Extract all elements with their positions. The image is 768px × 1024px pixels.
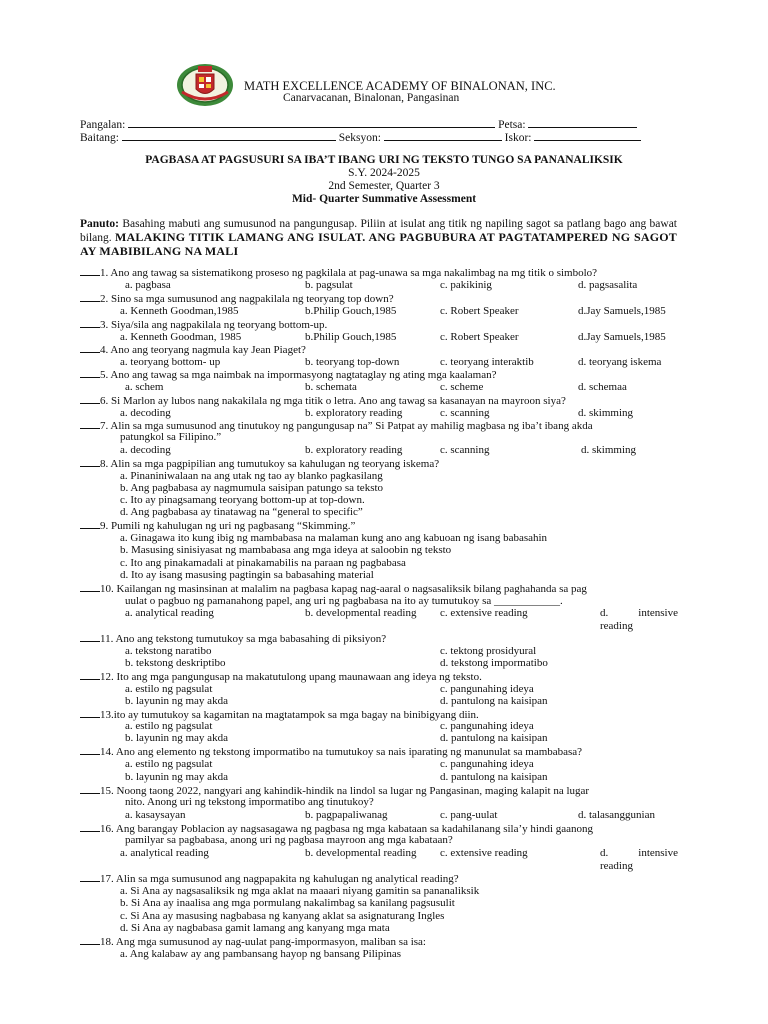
option: b. Ang pagbabasa ay nagmumula saisipan patungo sa teksto: [120, 482, 384, 494]
option: a. schem: [125, 381, 164, 393]
question-11: [80, 632, 680, 646]
answer-blank[interactable]: [80, 419, 100, 429]
option: d.Jay Samuels,1985: [578, 331, 666, 343]
option: b. pagpapaliwanag: [305, 809, 388, 821]
option: a. analytical reading: [120, 847, 209, 859]
option: b. Si Ana ay inaalisa ang mga pormulang nakalimbag sa kanilang pagsusulit: [120, 897, 455, 909]
option: d. pantulong na kaisipan: [440, 695, 548, 707]
option: c. pangunahing ideya: [440, 758, 534, 770]
option: c. scanning: [440, 444, 490, 456]
option: [600, 607, 678, 632]
option: a. estilo ng pagsulat: [125, 720, 213, 732]
question-2: [80, 292, 680, 306]
option: d. schemaa: [578, 381, 627, 393]
baitang-line[interactable]: [122, 130, 336, 141]
option: d. Ito ay isang masusing pagtingin sa babasahing material: [120, 569, 374, 581]
question-18: [80, 935, 680, 949]
question-text: 1. Ano ang tawag sa sistematikong proseso ng pagkilala at pag-unawa sa mga nakalimbag na mg titik o simbolo?: [100, 267, 598, 279]
option: d. Si Ana ay nagbabasa gamit lamang ang kanyang mga mata: [120, 922, 390, 934]
option: c. pakikinig: [440, 279, 492, 291]
option: c. pang-uulat: [440, 809, 498, 821]
option: c. Robert Speaker: [440, 331, 519, 343]
iskor-label: Iskor:: [504, 132, 532, 144]
option: d. pagsasalita: [578, 279, 638, 291]
pangalan-line[interactable]: [128, 117, 495, 128]
question-text: 3. Siya/sila ang nagpakilala ng teoryang bottom-up.: [100, 319, 328, 331]
question-text: 11. Ano ang tekstong tumutukoy sa mga babasahing di piksiyon?: [100, 633, 387, 645]
option: d. pantulong na kaisipan: [440, 771, 548, 783]
question-12: [80, 670, 680, 684]
answer-blank[interactable]: [80, 872, 100, 882]
seksyon-label: Seksyon:: [338, 132, 381, 144]
school-name: MATH EXCELLENCE ACADEMY OF BINALONAN, INC.: [244, 79, 556, 93]
option: a. teoryang bottom- up: [120, 356, 221, 368]
semester: 2nd Semester, Quarter 3: [328, 180, 440, 192]
instructions: [80, 218, 677, 258]
option: a. decoding: [120, 407, 171, 419]
option: [600, 847, 678, 872]
option: c. Robert Speaker: [440, 305, 519, 317]
option: b. teoryang top-down: [305, 356, 400, 368]
option: d. teoryang iskema: [578, 356, 662, 368]
question-6: [80, 394, 680, 408]
question-text: 18. Ang mga sumusunod ay nag-uulat pang-impormasyon, maliban sa isa:: [100, 936, 426, 948]
option: d. pantulong na kaisipan: [440, 732, 548, 744]
question-text: 9. Pumili ng kahulugan ng uri ng pagbasang “Skimming.”: [100, 520, 356, 532]
answer-blank[interactable]: [80, 292, 100, 302]
answer-blank[interactable]: [80, 457, 100, 467]
option: b. layunin ng may akda: [125, 732, 228, 744]
option: a. analytical reading: [125, 607, 214, 619]
option: a. Kenneth Goodman, 1985: [120, 331, 242, 343]
option: d. Ang pagbabasa ay tinatawag na “general to specific”: [120, 506, 363, 518]
answer-blank[interactable]: [80, 582, 100, 592]
school-year: S.Y. 2024-2025: [348, 167, 420, 179]
option: d. skimming: [578, 407, 634, 419]
question-3: [80, 318, 680, 332]
petsa-line[interactable]: [528, 117, 637, 128]
question-text: 13.ito ay tumutukoy sa kagamitan na magtatampok sa mga bagay na binibigyang diin.: [100, 709, 479, 721]
iskor-line[interactable]: [534, 130, 641, 141]
question-text-continued: nito. Anong uri ng tekstong impormatibo ang tinutukoy?: [125, 796, 374, 808]
answer-blank[interactable]: [80, 266, 100, 276]
answer-blank[interactable]: [80, 670, 100, 680]
answer-blank[interactable]: [80, 519, 100, 529]
option: c. teoryang interaktib: [440, 356, 534, 368]
baitang-label: Baitang:: [80, 132, 119, 144]
option: b.Philip Gouch,1985: [305, 305, 397, 317]
seksyon-line[interactable]: [384, 130, 502, 141]
question-text: 4. Ano ang teoryang nagmula kay Jean Piaget?: [100, 344, 306, 356]
question-text: 14. Ano ang elemento ng tekstong impormatibo na tumutukoy sa nais iparating ng manunulat sa mambabasa?: [100, 746, 583, 758]
answer-blank[interactable]: [80, 784, 100, 794]
option: c. pangunahing ideya: [440, 683, 534, 695]
option: a. Kenneth Goodman,1985: [120, 305, 239, 317]
petsa-label: Petsa:: [498, 119, 526, 131]
question-text-continued: uulat o pagbuo ng pamanahong papel, ang uri ng pagbabasa na ito ay tumutukoy sa ____________.: [125, 595, 563, 607]
answer-blank[interactable]: [80, 935, 100, 945]
question-text: 15. Noong taong 2022, nangyari ang kahindik-hindik na lindol sa lugar ng Pangasinan, maging kalapit na lugar: [100, 785, 590, 797]
question-text: 7. Alin sa mga sumusunod ang tinutukoy ng pangungusap na” Si Patpat ay mahilig magbasa ng iba’t ibang akda: [100, 420, 593, 432]
answer-blank[interactable]: [80, 708, 100, 718]
option: a. Si Ana ay nagsasaliksik ng mga aklat na maaari niyang gamitin sa pananaliksik: [120, 885, 480, 897]
question-text: 12. Ito ang mga pangungusap na makatutulong upang maunawaan ang ideya ng teksto.: [100, 671, 482, 683]
answer-blank[interactable]: [80, 632, 100, 642]
option: a. estilo ng pagsulat: [125, 683, 213, 695]
option: b. schemata: [305, 381, 357, 393]
option: a. Ginagawa ito kung ibig ng mambabasa na malaman kung ano ang kabuoan ng isang babasahin: [120, 532, 548, 544]
question-text: 5. Ano ang tawag sa mga naimbak na impormasyong nagtataglay ng ating mga kaalaman?: [100, 369, 497, 381]
question-4: [80, 343, 680, 357]
answer-blank[interactable]: [80, 368, 100, 378]
option: a. estilo ng pagsulat: [125, 758, 213, 770]
school-seal-logo: [176, 62, 234, 108]
option: a. decoding: [120, 444, 171, 456]
question-5: [80, 368, 680, 382]
option: b. exploratory reading: [305, 444, 403, 456]
option: b. tekstong deskriptibo: [125, 657, 226, 669]
option-text: d. intensive reading: [600, 847, 678, 872]
question-8: [80, 457, 680, 471]
option: c. tektong prosidyural: [440, 645, 537, 657]
grade-section-row: [80, 130, 641, 145]
exam-title: PAGBASA AT PAGSUSURI SA IBA’T IBANG URI NG TEKSTO TUNGO SA PANANALIKSIK: [145, 154, 623, 166]
option: b. developmental reading: [305, 847, 417, 859]
instructions-text: Basahing mabuti ang sumusunod na pangungusap. Piliin at isulat ang titik ng napiling sagot sa patlang bago ang bawat bilang.: [80, 218, 677, 244]
answer-blank[interactable]: [80, 318, 100, 328]
option: a. kasaysayan: [125, 809, 186, 821]
question-14: [80, 745, 680, 759]
question-10: [80, 582, 680, 596]
question-text: 6. Si Marlon ay lubos nang nakakilala ng mga titik o letra. Ano ang tawag sa kasanayan na mayroon siya?: [100, 395, 566, 407]
option: a. tekstong naratibo: [125, 645, 212, 657]
option: c. Ito ay pinagsamang teoryang bottom-up at top-down.: [120, 494, 365, 506]
question-text: 17. Alin sa mga sumusunod ang nagpapakita ng kahulugan ng analytical reading?: [100, 873, 459, 885]
question-text: 8. Alin sa mga pagpipilian ang tumutukoy sa kahulugan ng teoryang iskema?: [100, 458, 440, 470]
option: d. skimming: [581, 444, 637, 456]
question-17: [80, 872, 680, 886]
question-text: 16. Ang barangay Poblacion ay nagsasagawa ng pagbasa ng mga kabataan sa kadahilanang sila’y hindi gaanong: [100, 823, 594, 835]
option: c. extensive reading: [440, 847, 528, 859]
option: c. Ito ang pinakamadali at pinakamabilis na paraan ng pagbabasa: [120, 557, 406, 569]
answer-blank[interactable]: [80, 394, 100, 404]
option: c. scheme: [440, 381, 484, 393]
option: c. Si Ana ay masusing nagbabasa ng kanyang aklat sa asignaturang Ingles: [120, 910, 445, 922]
answer-blank[interactable]: [80, 343, 100, 353]
option: b. layunin ng may akda: [125, 695, 228, 707]
instructions-emphasis: MALAKING TITIK LAMANG ANG ISULAT. ANG PAGBUBURA AT PAGTATAMPERED NG SAGOT AY MABIBILANG NA MALI: [80, 229, 677, 258]
option: b. Masusing sinisiyasat ng mambabasa ang mga ideya at saloobin ng teksto: [120, 544, 452, 556]
option: c. scanning: [440, 407, 490, 419]
question-9: [80, 519, 680, 533]
question-text-continued: pamilyar sa pagbabasa, anong uri ng pagbasa mayroon ang mga kabataan?: [125, 834, 453, 846]
option: d. tekstong impormatibo: [440, 657, 548, 669]
assessment-type: Mid- Quarter Summative Assessment: [291, 193, 477, 205]
option: b.Philip Gouch,1985: [305, 331, 397, 343]
option: a. Ang kalabaw ay ang pambansang hayop ng bansang Pilipinas: [120, 948, 402, 960]
question-1: [80, 266, 680, 280]
option: d. talasanggunian: [578, 809, 655, 821]
option: a. pagbasa: [125, 279, 171, 291]
question-text: 2. Sino sa mga sumusunod ang nagpakilala ng teoryang top down?: [100, 293, 394, 305]
option: d.Jay Samuels,1985: [578, 305, 666, 317]
instructions-label: Panuto:: [80, 218, 119, 230]
option: b. layunin ng may akda: [125, 771, 228, 783]
question-text: 10. Kailangan ng masinsinan at malalim na pagbasa kapag nag-aaral o nagsasaliksik bilang paghahanda sa pag: [100, 583, 587, 595]
option: c. pangunahing ideya: [440, 720, 534, 732]
answer-blank[interactable]: [80, 822, 100, 832]
option: b. developmental reading: [305, 607, 417, 619]
pangalan-label: Pangalan:: [80, 119, 126, 131]
option-text: d. intensive reading: [600, 607, 678, 632]
option: c. extensive reading: [440, 607, 528, 619]
option: b. exploratory reading: [305, 407, 403, 419]
option: a. Pinaniniwalaan na ang utak ng tao ay blanko pagkasilang: [120, 470, 383, 482]
option: b. pagsulat: [305, 279, 353, 291]
school-address: Canarvacanan, Binalonan, Pangasinan: [283, 92, 460, 104]
answer-blank[interactable]: [80, 745, 100, 755]
question-text-continued: patungkol sa Filipino.”: [120, 431, 222, 443]
